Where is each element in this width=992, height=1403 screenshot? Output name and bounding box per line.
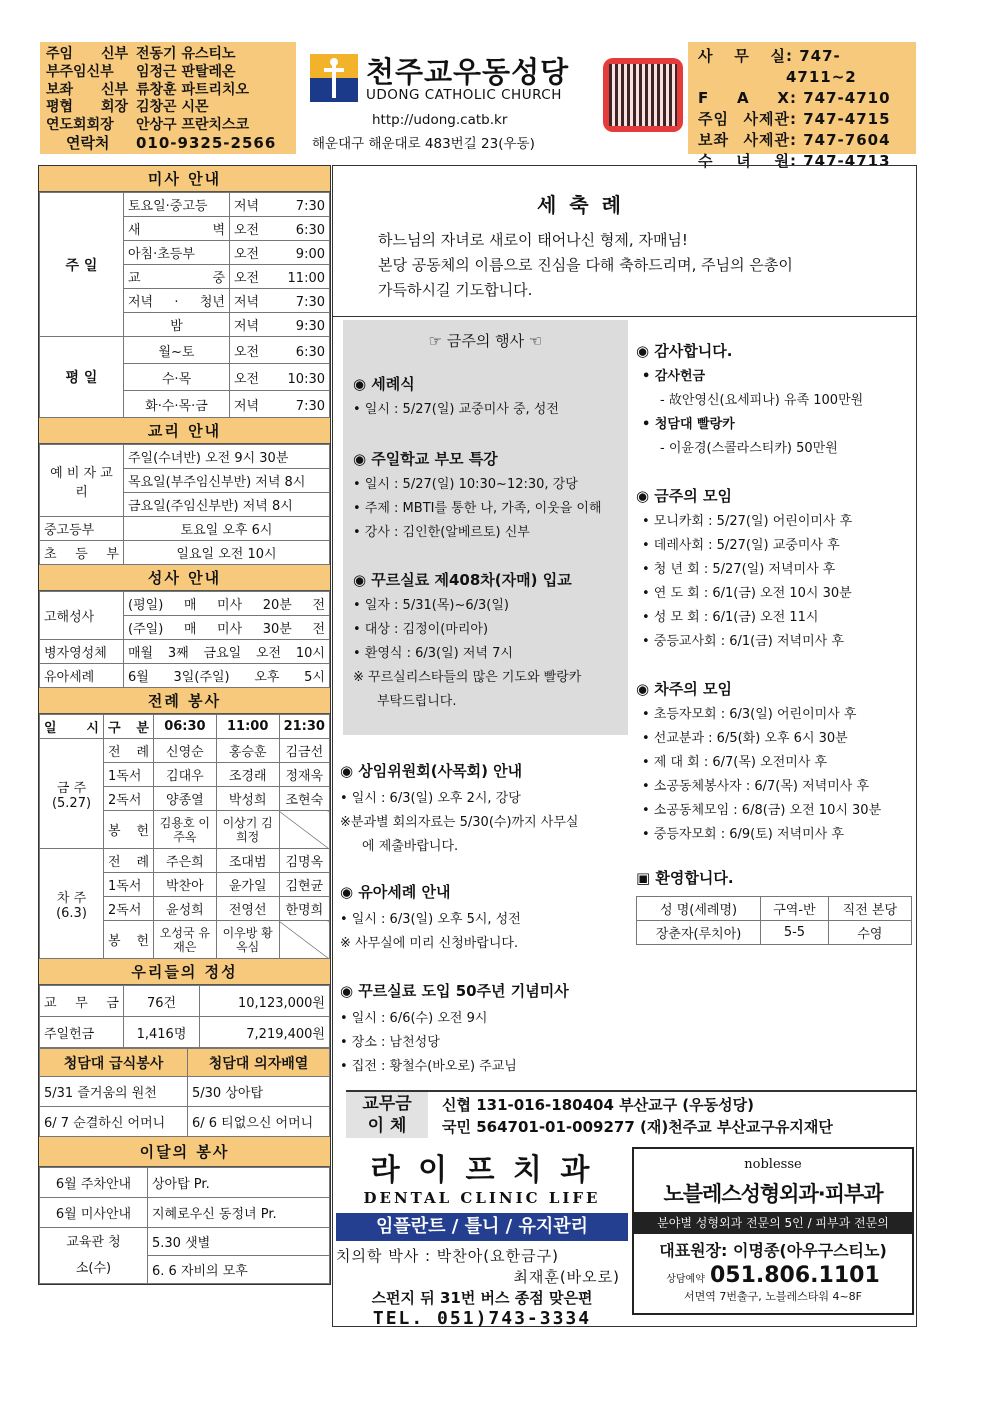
mass-slot: 월~토 [124,337,230,364]
meeting-item: • 모니카회 : 5/27(일) 어린이미사 후 [642,514,853,529]
sick-communion-label: 병자영성체 [40,640,124,664]
thanks-item: - 故안영신(요세피나) 유족 100만원 [660,393,864,408]
mass-slot: 토요일·중고등 [124,193,230,217]
youth-service-table [39,1048,330,1137]
person: 김용호 이주옥 [154,811,217,849]
month-service-table [39,1167,330,1284]
mass-time: 저녁 9:30 [230,313,330,337]
person: 김금선 [279,739,329,763]
person: 이상기 김희정 [216,811,279,849]
month-service-title: 이달의 봉사 [39,1137,330,1167]
person: 이우방 황옥심 [216,921,279,959]
contact-label: F A X [698,89,790,107]
meeting-item: • 제 대 회 : 6/7(목) 오전미사 후 [642,755,828,770]
weekday-label: 평 일 [40,337,124,418]
role: 봉 헌 [104,811,154,849]
person: 조경래 [216,763,279,787]
meeting-item: • 소공동체봉사자 : 6/7(목) 저녁미사 후 [642,779,870,794]
bank-account: 신협 131-016-180404 부산교구 (우동성당) [442,1096,754,1114]
edu-hall-label: 교육관 청소(수) [40,1228,148,1284]
welcome-cell: 5-5 [761,921,829,945]
thanks-item: - 이윤경(스콜라스티카) 50만원 [660,441,838,456]
notice-item: • 일시 : 6/3(일) 오후 2시, 강당 [340,791,521,806]
dental-phone: TEL. 051)743-3334 [372,1308,592,1329]
meeting-item: • 소공동체모임 : 6/8(금) 오전 10시 30분 [642,803,882,818]
mass-time: 오전 10:30 [230,364,330,391]
service-section-title: 전례 봉사 [39,688,330,714]
offering-section-title: 우리들의 정성 [39,959,330,985]
staff-role: 평협 회장 [46,99,128,116]
contact-label: 주임 사제관 [698,110,790,128]
event-item: • 일시 : 5/27(일) 10:30~12:30, 강당 [353,477,578,492]
next-week-label: 차 주 (6.3) [40,849,104,959]
mass-time: 오전 9:00 [230,241,330,265]
event-item: • 일자 : 5/31(목)~6/3(일) [353,598,509,613]
catechumen-label: 예 비 자 교 리 [40,445,124,517]
mass-time: 저녁 7:30 [230,289,330,313]
qr-code-icon [603,58,683,132]
offer-count: 1,416명 [124,1017,200,1048]
left-column [38,165,331,1285]
clinic-director: 대표원장: 이명종(아우구스티노) [659,1241,887,1260]
person: 양종열 [154,787,217,811]
welcome-heading: ▣ 환영합니다. [636,869,734,887]
offer-amount: 7,219,400원 [200,1017,330,1048]
meeting-item: • 중등교사회 : 6/1(금) 저녁미사 후 [642,634,844,649]
infant-baptism-label: 유아세례 [40,664,124,688]
col-head: 구역-반 [761,897,829,921]
feature-body [378,228,898,303]
notice-heading: ◉ 상임위원회(사목회) 안내 [340,762,523,780]
mass-section-title: 미사 안내 [39,166,330,192]
notices [340,760,630,1079]
staff-name: 김창곤 시몬 [136,99,209,116]
col-head: 11:00 [216,715,279,739]
meeting-item: • 성 모 회 : 6/1(금) 오전 11시 [642,610,819,625]
mass-slot: 새 벽 [124,217,230,241]
staff-role: 연락처 [66,133,110,152]
sacrament-table [39,591,330,688]
col-head: 직전 본당 [828,897,911,921]
youth-cell: 5/31 즐거움의 원천 [40,1077,188,1107]
dental-location: 스펀지 뒤 31번 버스 종점 맞은편 [371,1289,593,1307]
col-head: 21:30 [279,715,329,739]
col-head: 06:30 [154,715,217,739]
mass-slot: 화·수·목·금 [124,391,230,418]
notice-item: ※ 사무실에 미리 신청바랍니다. [340,936,519,951]
month-value: 6. 6 자비의 모후 [148,1256,330,1284]
phone: 010-9325-2566 [136,133,277,152]
person: 윤가일 [216,873,279,897]
person: 윤성희 [154,897,217,921]
person: 신영순 [154,739,217,763]
welcome-cell: 수영 [828,921,911,945]
youth-cell: 5/30 상아탑 [188,1077,330,1107]
role: 전 례 [104,849,154,873]
notice-item: 에 제출바랍니다. [362,839,459,854]
staff-name: 안상구 프란치스코 [136,117,250,134]
class-time: 목요일(부주임신부반) 저녁 8시 [124,469,330,493]
feature-box [332,165,917,317]
bank-transfer [346,1090,916,1138]
class-time: 토요일 오후 6시 [124,517,330,541]
class-time: 금요일(주임신부반) 저녁 8시 [124,493,330,517]
month-value: 상아탑 Pr. [148,1168,330,1198]
clinic-specialists: 분야별 성형외과 전문의 5인 / 피부과 전문의 [634,1212,912,1234]
events-title: ☞ 금주의 행사 ☜ [428,332,543,350]
event-item: • 일시 : 5/27(일) 교중미사 중, 성전 [353,402,559,417]
confession-time: (주일) 매 미사 30분 전 [124,616,330,640]
role: 봉 헌 [104,921,154,959]
confession-label: 고해성사 [40,592,124,640]
contact-label: 보좌 사제관 [698,131,790,149]
dental-name: 라 이 프 치 과 [370,1153,594,1188]
dept-label: 중고등부 [40,517,124,541]
thanks-item: • 감사헌금 [642,369,706,384]
class-time: 주일(수녀반) 오전 9시 30분 [124,445,330,469]
person: 한명희 [279,897,329,921]
notice-item: • 장소 : 남천성당 [340,1035,440,1050]
church-english-name: UDONG CATHOLIC CHURCH [366,87,562,103]
empty-cell [279,811,329,849]
col-head: 구 분 [104,715,154,739]
month-label: 6월 미사안내 [40,1198,148,1228]
church-logo-icon [310,54,358,102]
meeting-item: • 데레사회 : 5/27(일) 교중미사 후 [642,538,840,553]
col-head: 성 명(세례명) [637,897,761,921]
person: 조대범 [216,849,279,873]
mass-time: 오전 6:30 [230,217,330,241]
thanks-heading: ◉ 감사합니다. [636,342,733,360]
contact-label: 수 녀 원 [698,152,790,170]
person: 김명옥 [279,849,329,873]
empty-cell [279,921,329,959]
contact-number: : 747-4710 [790,89,891,107]
youth-cell: 6/ 6 티없으신 어머니 [188,1107,330,1137]
feature-line: 하느님의 자녀로 새로이 태어나신 형제, 자매님! [378,231,688,249]
sunday-label: 주 일 [40,193,124,337]
offer-amount: 10,123,000원 [200,986,330,1017]
side-notices [636,340,914,945]
col-head: 청담대 의자배열 [188,1049,330,1077]
sacrament-section-title: 성사 안내 [39,565,330,591]
bank-label: 이 체 [367,1116,407,1136]
dental-services: 임플란트 / 틀니 / 유지관리 [336,1213,628,1241]
offer-count: 76건 [124,986,200,1017]
church-url[interactable]: http://udong.catb.kr [372,112,508,128]
person: 오성국 유재은 [154,921,217,959]
dental-ad [336,1145,628,1329]
mass-slot: 밤 [124,313,230,337]
person: 홍승훈 [216,739,279,763]
contact-number: : 747-7604 [790,131,891,149]
event-item: • 주제 : MBTI를 통한 나, 가족, 이웃을 이해 [353,501,602,516]
staff-role: 주임 신부 [46,46,128,62]
staff-role: 연도회회장 [46,117,114,134]
dental-doctor: 치의학 박사 : 박찬아(요한금구) [336,1247,559,1265]
mass-time: 저녁 7:30 [230,391,330,418]
event-item: • 강사 : 김인한(알베르토) 신부 [353,525,530,540]
staff-role: 보좌 신부 [46,81,128,98]
month-value: 지혜로우신 동정녀 Pr. [148,1198,330,1228]
class-time: 일요일 오전 10시 [124,541,330,565]
event-item: ※ 꾸르실리스타들의 많은 기도와 빨랑카 [353,670,582,685]
contact-number: : 747-4715 [790,110,891,128]
events-box [343,320,628,735]
person: 주은희 [154,849,217,873]
role: 2독서 [104,897,154,921]
mass-time: 오전 11:00 [230,265,330,289]
person: 김현균 [279,873,329,897]
meeting-item: • 중등자모회 : 6/9(토) 저녁미사 후 [642,827,844,842]
contact-label: 사 무 실 [698,47,786,65]
staff-name: 임정근 판탈레온 [136,63,236,80]
dept-label: 초 등 부 [40,541,124,565]
doctrine-section-title: 교리 안내 [39,418,330,444]
notice-item: • 일시 : 6/3(일) 오후 5시, 성전 [340,912,521,927]
thanks-item: • 청담대 빨랑카 [642,417,735,432]
role: 1독서 [104,763,154,787]
person: 조현숙 [279,787,329,811]
meeting-heading: ◉ 차주의 모임 [636,680,732,698]
mass-slot: 저녁 · 청년 [124,289,230,313]
meeting-item: • 선교분과 : 6/5(화) 오후 6시 30분 [642,731,848,746]
this-week-label: 금 주 (5.27) [40,739,104,849]
staff-box [40,42,296,154]
person: 박찬아 [154,873,217,897]
meeting-heading: ◉ 금주의 모임 [636,487,732,505]
welcome-table [636,896,912,945]
mass-slot: 수·목 [124,364,230,391]
event-item: 부탁드립니다. [377,694,457,709]
offer-label: 주일헌금 [40,1017,124,1048]
mass-time: 저녁 7:30 [230,193,330,217]
meeting-item: • 초등자모회 : 6/3(일) 어린이미사 후 [642,707,857,722]
dental-english: DENTAL CLINIC LIFE [363,1189,601,1207]
clinic-phone: 051.806.1101 [709,1263,880,1288]
church-logo-block [310,50,600,155]
church-address: 해운대구 해운대로 483번길 23(우동) [312,136,535,152]
notice-heading: ◉ 꾸르실료 도입 50주년 기념미사 [340,982,569,1000]
meeting-item: • 청 년 회 : 5/27(일) 저녁미사 후 [642,562,836,577]
contact-number: : 747-4713 [790,152,891,170]
feature-line: 가득하시길 기도합니다. [378,281,533,299]
confession-time: (평일) 매 미사 20분 전 [124,592,330,616]
person: 정재욱 [279,763,329,787]
person: 박성희 [216,787,279,811]
month-label: 6월 주차안내 [40,1168,148,1198]
mass-table [39,192,330,418]
role: 2독서 [104,787,154,811]
staff-name: 류창훈 파트리치오 [136,81,250,98]
event-heading: ◉ 꾸르실료 제408차(자매) 입교 [353,571,572,589]
event-heading: ◉ 세례식 [353,375,415,393]
mass-slot: 아침·초등부 [124,241,230,265]
clinic-ad [632,1147,914,1315]
month-value: 5.30 샛별 [148,1228,330,1256]
notice-item: ※분과별 회의자료는 5/30(수)까지 사무실 [340,815,579,830]
role: 1독서 [104,873,154,897]
bank-label: 교무금 [362,1094,412,1114]
col-head: 청담대 급식봉사 [40,1049,188,1077]
contact-box [688,42,916,170]
clinic-resv-label: 상담예약 [666,1274,705,1285]
mass-time: 오전 6:30 [230,337,330,364]
staff-name: 전동기 유스티노 [136,46,236,62]
event-heading: ◉ 주일학교 부모 특강 [353,450,498,468]
notice-item: • 일시 : 6/6(수) 오전 9시 [340,1011,488,1026]
offering-table [39,985,330,1048]
notice-item: • 집전 : 황철수(바오로) 주교님 [340,1059,517,1074]
contact-number: : 747-4711~2 [785,47,857,86]
infant-baptism-time: 6월 3일(주일) 오후 5시 [124,664,330,688]
mass-slot: 교 중 [124,265,230,289]
dental-doctor: 최재훈(바오로) [513,1268,620,1286]
role: 전 례 [104,739,154,763]
notice-heading: ◉ 유아세례 안내 [340,883,451,901]
doctrine-table [39,444,330,565]
offer-label: 교 무 금 [40,986,124,1017]
sick-communion-time: 매월 3째 금요일 오전 10시 [124,640,330,664]
staff-role: 부주임신부 [46,63,114,80]
youth-cell: 6/ 7 순결하신 어머니 [40,1107,188,1137]
event-item: • 환영식 : 6/3(일) 저녁 7시 [353,646,513,661]
col-head: 일 시 [40,715,104,739]
clinic-location: 서면역 7번출구, 노블레스타워 4~8F [683,1290,863,1303]
noblesse-logo: noblesse [744,1157,802,1172]
feature-title: 세 축 례 [537,193,624,217]
person: 전영선 [216,897,279,921]
person: 김대우 [154,763,217,787]
bank-account: 국민 564701-01-009277 (재)천주교 부산교구유지재단 [442,1118,833,1136]
feature-line: 본당 공동체의 이름으로 진심을 다해 축하드리며, 주님의 은총이 [378,256,793,274]
welcome-cell: 장춘자(루치아) [637,921,761,945]
church-name: 천주교우동성당 [366,55,570,89]
liturgy-service-table [39,714,330,959]
clinic-name: 노블레스성형외과·피부과 [663,1182,883,1206]
event-item: • 대상 : 김정이(마리아) [353,622,489,637]
meeting-item: • 연 도 회 : 6/1(금) 오전 10시 30분 [642,586,852,601]
